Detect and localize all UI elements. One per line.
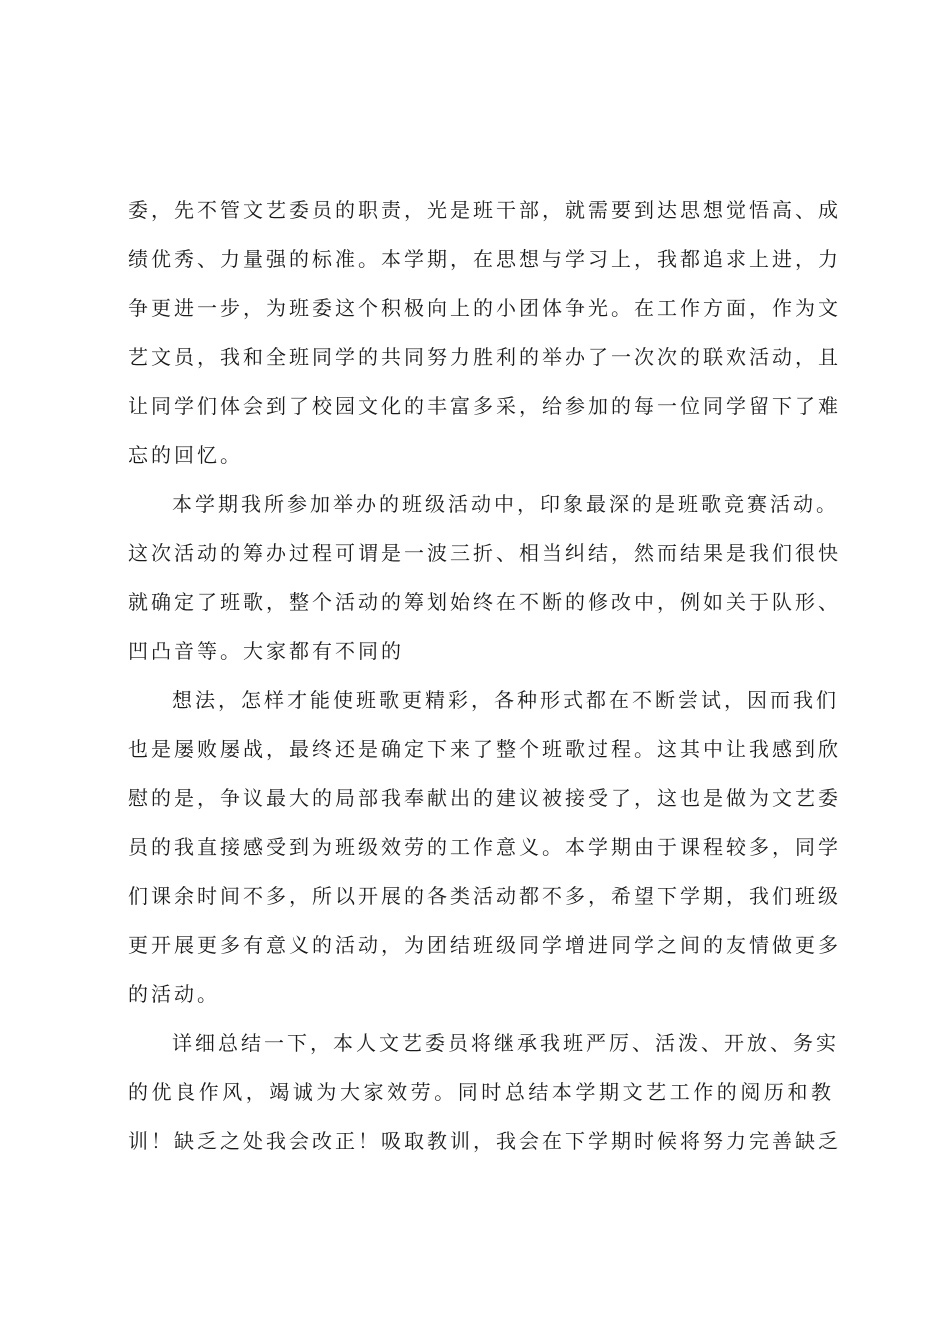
text-line: 争更进一步，为班委这个积极向上的小团体争光。在工作方面，作为文: [128, 296, 841, 320]
document-body: [128, 186, 841, 1166]
text-line: 也是屡败屡战，最终还是确定下来了整个班歌过程。这其中让我感到欣: [128, 737, 841, 761]
text-line: 艺文员，我和全班同学的共同努力胜利的举办了一次次的联欢活动，且: [128, 345, 841, 369]
text-line: 详细总结一下，本人文艺委员将继承我班严厉、活泼、开放、务实: [172, 1031, 839, 1055]
text-line: 员的我直接感受到为班级效劳的工作意义。本学期由于课程较多，同学: [128, 835, 841, 859]
text-line: 委，先不管文艺委员的职责，光是班干部，就需要到达思想觉悟高、成: [128, 198, 841, 222]
text-line: 凹凸音等。大家都有不同的: [128, 639, 404, 663]
text-line: 训！缺乏之处我会改正！吸取教训，我会在下学期时候将努力完善缺乏: [128, 1129, 841, 1153]
text-line: 更开展更多有意义的活动，为团结班级同学增进同学之间的友情做更多: [128, 933, 841, 957]
text-line: 的活动。: [128, 982, 220, 1006]
text-line: 忘的回忆。: [128, 443, 243, 467]
paragraph-3: [128, 676, 841, 1019]
text-line: 让同学们体会到了校园文化的丰富多采，给参加的每一位同学留下了难: [128, 394, 841, 418]
text-line: 就确定了班歌，整个活动的筹划始终在不断的修改中，例如关于队形、: [128, 590, 841, 614]
paragraph-4: [128, 1019, 841, 1166]
text-line: 这次活动的筹办过程可谓是一波三折、相当纠结，然而结果是我们很快: [128, 541, 841, 565]
paragraph-1: [128, 186, 841, 480]
text-line: 想法，怎样才能使班歌更精彩，各种形式都在不断尝试，因而我们: [172, 688, 839, 712]
paragraph-2: [128, 480, 841, 676]
text-line: 慰的是，争议最大的局部我奉献出的建议被接受了，这也是做为文艺委: [128, 786, 841, 810]
text-line: 们课余时间不多，所以开展的各类活动都不多，希望下学期，我们班级: [128, 884, 841, 908]
text-line: 绩优秀、力量强的标准。本学期，在思想与学习上，我都追求上进，力: [128, 247, 841, 271]
text-line: 本学期我所参加举办的班级活动中，印象最深的是班歌竞赛活动。: [172, 492, 839, 516]
text-line: 的优良作风，竭诚为大家效劳。同时总结本学期文艺工作的阅历和教: [128, 1080, 834, 1104]
